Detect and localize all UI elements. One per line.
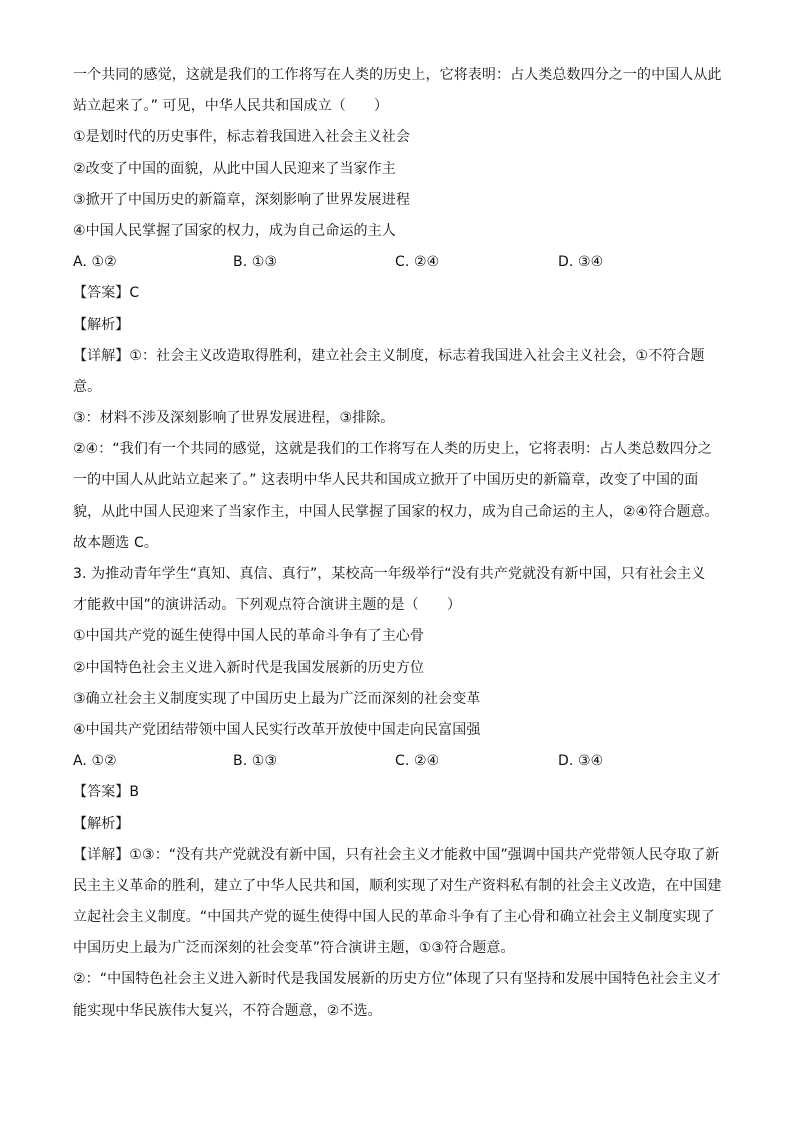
q3-detail-line-6: 能实现中华民族伟大复兴，不符合题意，②不选。: [73, 1002, 382, 1019]
q3-analysis-tag: 【解析】: [73, 815, 130, 832]
q2-item-1: ①是划时代的历史事件，标志着我国进入社会主义社会: [73, 129, 410, 146]
q3-detail-text: ①③：“没有共产党就没有新中国，只有社会主义才能救中国”强调中国共产党带领人民夺取了新: [129, 846, 720, 863]
q3-options: [73, 746, 723, 777]
q2-stem-line-2: 站立起来了。” 可见，中华人民共和国成立（ ）: [73, 98, 389, 115]
q3-answer: [73, 777, 723, 808]
q2-detail-line-7: 故本题选 C。: [73, 534, 158, 551]
q3-detail-line-3: 立起社会主义制度。“中国共产党的诞生使得中国人民的革命斗争有了主心骨和确立社会主义制度实现了: [73, 909, 715, 926]
q2-detail-line-4: ②④：“我们有一个共同的感觉，这就是我们的工作将写在人类的历史上，它将表明：占人类总数四分之: [73, 441, 712, 458]
q3-detail-tag: 【详解】: [73, 846, 130, 863]
q2-answer: [73, 278, 723, 309]
q2-answer-value: C: [129, 285, 140, 302]
q3-detail-line-2: 民主主义革命的胜利，建立了中华人民共和国，顺利实现了对生产资料私有制的社会主义改造，在中国建: [73, 877, 722, 894]
q3-item-4: ④中国共产党团结带领中国人民实行改革开放使中国走向民富国强: [73, 721, 481, 738]
q3-item-2: ②中国特色社会主义进入新时代是我国发展新的历史方位: [73, 659, 425, 676]
q3-stem-line-2: 才能救中国”的演讲活动。下列观点符合演讲主题的是（ ）: [73, 597, 462, 614]
q3-option-c: C. ②④: [395, 753, 440, 770]
q2-option-d: D. ③④: [558, 254, 604, 271]
q2-option-b: B. ①③: [233, 254, 278, 271]
q3-stem-line-1: 3. 为推动青年学生“真知、真信、真行”，某校高一年级举行“没有共产党就没有新中国，只有社会主义: [73, 566, 706, 582]
q2-detail-line-2: 意。: [73, 378, 102, 395]
q2-option-c: C. ②④: [395, 254, 440, 271]
q2-answer-tag: 【答案】: [73, 285, 130, 302]
q3-item-1: ①中国共产党的诞生使得中国人民的革命斗争有了主心骨: [73, 628, 425, 645]
q2-item-2: ②改变了中国的面貌，从此中国人民迎来了当家作主: [73, 160, 396, 177]
q2-detail-line-1: [73, 341, 723, 372]
q2-option-a: A. ①②: [73, 254, 117, 271]
q2-item-4: ④中国人民掌握了国家的权力，成为自己命运的主人: [73, 222, 396, 239]
q3-option-b: B. ①③: [233, 753, 278, 770]
document-page: [73, 60, 723, 1027]
q2-options: [73, 247, 723, 278]
q2-detail-line-6: 貌，从此中国人民迎来了当家作主，中国人民掌握了国家的权力，成为自己命运的主人，②④符合题意。: [73, 503, 719, 520]
q3-detail-line-5: ②：“中国特色社会主义进入新时代是我国发展新的历史方位”体现了只有坚持和发展中国特色社会主义才: [73, 971, 721, 988]
q2-detail-text: ①：社会主义改造取得胜利，建立社会主义制度，标志着我国进入社会主义社会，①不符合题: [129, 347, 705, 364]
q2-detail-tag: 【详解】: [73, 347, 130, 364]
q3-detail-line-1: [73, 840, 723, 871]
q3-option-a: A. ①②: [73, 753, 117, 770]
q3-answer-tag: 【答案】: [73, 784, 130, 801]
q3-answer-value: B: [129, 784, 140, 801]
q2-stem-line-1: 一个共同的感觉，这就是我们的工作将写在人类的历史上，它将表明：占人类总数四分之一的中国人从此: [73, 67, 722, 83]
q2-detail-line-3: ③：材料不涉及深刻影响了世界发展进程，③排除。: [73, 410, 395, 427]
q3-option-d: D. ③④: [558, 753, 604, 770]
q2-analysis-tag: 【解析】: [73, 316, 130, 333]
q3-detail-line-4: 中国历史上最为广泛而深刻的社会变革”符合演讲主题，①③符合题意。: [73, 940, 515, 957]
q2-item-3: ③掀开了中国历史的新篇章，深刻影响了世界发展进程: [73, 191, 410, 208]
q3-item-3: ③确立社会主义制度实现了中国历史上最为广泛而深刻的社会变革: [73, 690, 481, 707]
q2-detail-line-5: 一的中国人从此站立起来了。” 这表明中华人民共和国成立掀开了中国历史的新篇章，改变了中国的面: [73, 472, 699, 489]
